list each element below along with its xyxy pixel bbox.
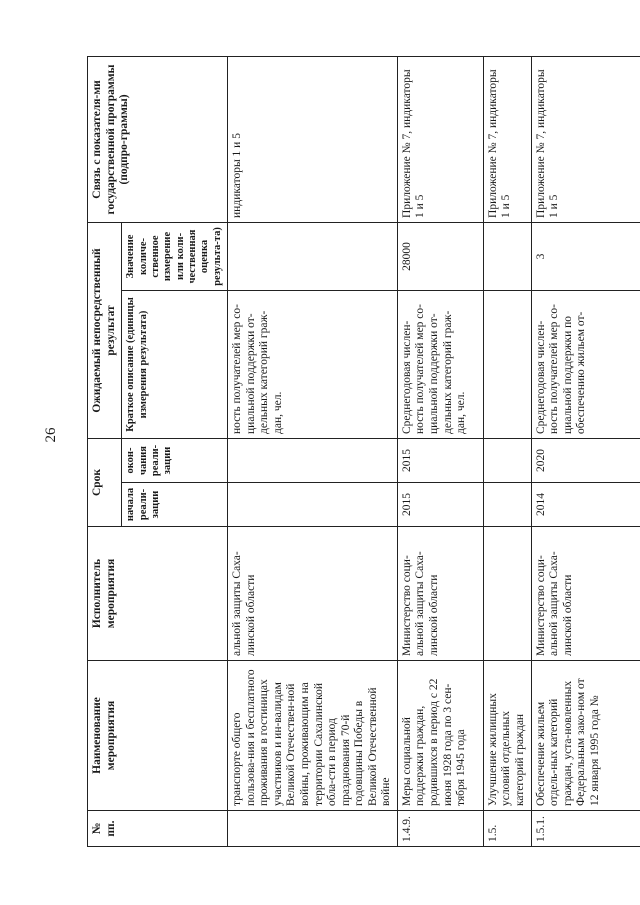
header-result-value: Значение количе-ственное измерение или коли-чественная оценка результа-та) <box>122 222 228 290</box>
table-row <box>397 56 483 846</box>
cell-desc: ность получателей мер со-циальной поддержки от-дельных категорий граж-дан, чел. <box>228 290 398 438</box>
cell-start <box>483 483 531 527</box>
activities-table <box>87 56 640 847</box>
cell-num <box>228 811 398 847</box>
cell-name: транспорте общего пользова-ния и бесплатного проживания в гостиницах участников и ин-валидам Великой Отечествен-ной войны, проживающим на территории Сахалинской обла-сти в период празднования 70-й годовщины Победы в Великой Отечественной войне <box>228 661 398 811</box>
cell-num: 1.5. <box>483 811 531 847</box>
cell-link: Приложение № 7, индикаторы 1 и 5 <box>397 56 483 222</box>
cell-desc <box>483 290 531 438</box>
cell-name: Меры социальной поддержки граждан, родившихся в период с 22 июня 1928 года по 3 сен-тября 1945 года <box>397 661 483 811</box>
cell-start: 2015 <box>397 483 483 527</box>
cell-value: 3 <box>531 222 640 290</box>
header-result: Ожидаемый непосредственный результат <box>88 222 122 438</box>
cell-link: Приложение № 7, индикаторы 1 и 5 <box>483 56 531 222</box>
header-row-1 <box>88 56 122 846</box>
cell-desc: Среднегодовая числен-ность получателей мер со-циальной поддержки по обеспечению жильем от- <box>531 290 640 438</box>
cell-executor: Министерство соци-альной защиты Саха-линской области <box>397 527 483 661</box>
table-row <box>531 56 640 846</box>
table-row <box>228 56 398 846</box>
header-term-start: начала реали-зации <box>122 483 228 527</box>
cell-num: 1.4.9. <box>397 811 483 847</box>
header-result-desc: Краткое описание (единицы измерения результата) <box>122 290 228 438</box>
table-row <box>483 56 531 846</box>
cell-value <box>228 222 398 290</box>
cell-end: 2015 <box>397 438 483 482</box>
cell-executor: альной защиты Саха-линской области <box>228 527 398 661</box>
rotated-table-container <box>87 57 617 847</box>
cell-end: 2020 <box>531 438 640 482</box>
cell-value <box>483 222 531 290</box>
cell-start <box>228 483 398 527</box>
cell-name: Обеспечение жильем отдель-ных категорий граждан, уста-новленных Федеральным зако-ном от 12 января 1995 года № <box>531 661 640 811</box>
cell-executor <box>483 527 531 661</box>
header-executor: Исполнитель мероприятия <box>88 527 228 661</box>
page-number: 26 <box>43 427 59 443</box>
cell-end <box>228 438 398 482</box>
header-name: Наименование мероприятия <box>88 661 228 811</box>
cell-executor: Министерство соци-альной защиты Саха-линской области <box>531 527 640 661</box>
header-term-end: окон-чания реали-зации <box>122 438 228 482</box>
cell-name: Улучшение жилищных условий отдельных категорий граждан <box>483 661 531 811</box>
cell-value: 28000 <box>397 222 483 290</box>
cell-link: Приложение № 7, индикаторы 1 и 5 <box>531 56 640 222</box>
cell-start: 2014 <box>531 483 640 527</box>
header-num: № пп. <box>88 811 228 847</box>
cell-desc: Среднегодовая числен-ность получателей мер со-циальной поддержки от-дельных категорий граж-дан, чел. <box>397 290 483 438</box>
header-link: Связь с показателя-ми государственной программы (подпро-граммы) <box>88 56 228 222</box>
cell-num: 1.5.1. <box>531 811 640 847</box>
header-term: Срок <box>88 438 122 526</box>
cell-link: индикаторы 1 и 5 <box>228 56 398 222</box>
cell-end <box>483 438 531 482</box>
